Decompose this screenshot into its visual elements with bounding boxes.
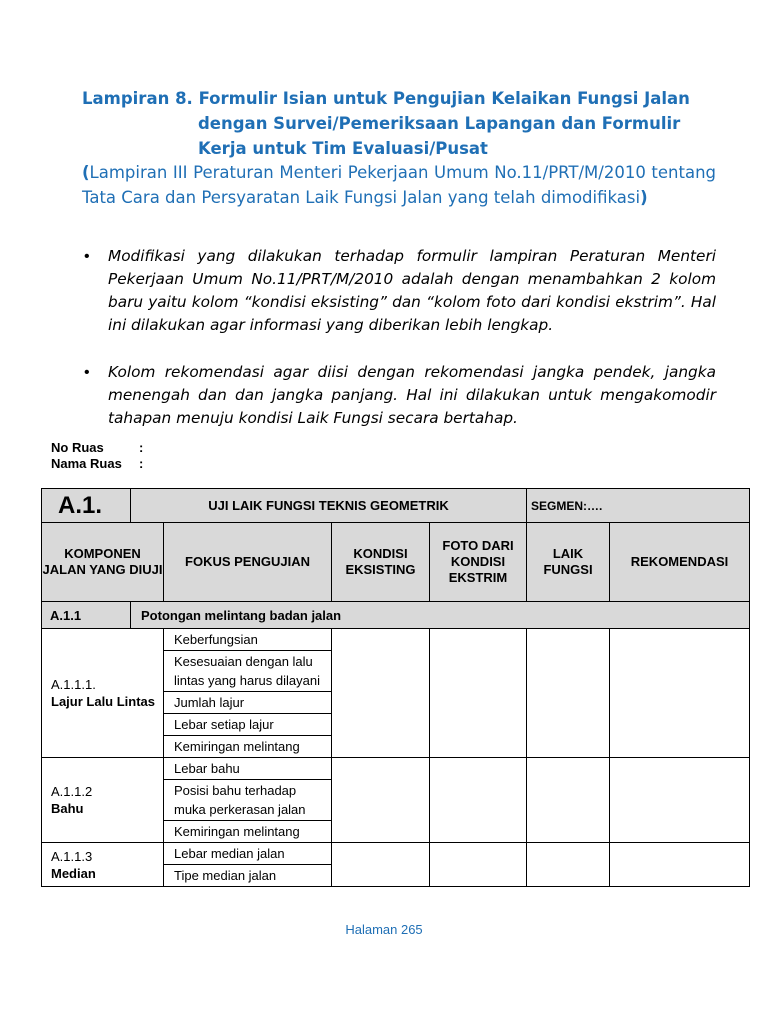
nama-ruas-label: Nama Ruas: [51, 456, 122, 471]
rekomendasi-input-cell[interactable]: [610, 758, 750, 843]
component-id: A.1.1.2: [51, 784, 93, 799]
nama-ruas-colon: :: [139, 456, 144, 471]
focus-cell: [164, 843, 332, 887]
component-id: A.1.1.3: [51, 848, 93, 864]
focus-item: Lebar median jalan: [164, 843, 331, 865]
no-ruas-label: No Ruas: [51, 440, 104, 455]
regulation-reference: [82, 160, 716, 210]
focus-cell: [164, 758, 332, 843]
kondisi-input-cell[interactable]: [332, 758, 430, 843]
road-meta: [51, 440, 143, 472]
heading-line-3: Kerja untuk Tim Evaluasi/Pusat: [198, 139, 488, 158]
table-row: [42, 843, 750, 887]
component-name: Lajur Lalu Lintas: [51, 694, 156, 709]
table-row: [42, 629, 750, 758]
focus-item: Jumlah lajur: [164, 692, 331, 714]
foto-input-cell[interactable]: [430, 758, 527, 843]
component-name: Median: [51, 865, 96, 881]
heading-line-2: dengan Survei/Pemeriksaan Lapangan dan Formulir: [198, 114, 681, 133]
notes-list: [82, 245, 716, 454]
close-paren: ): [640, 188, 648, 207]
focus-item: Keberfungsian: [164, 629, 331, 651]
note-item: [82, 245, 716, 337]
kondisi-input-cell[interactable]: [332, 843, 430, 887]
laik-input-cell[interactable]: [527, 629, 610, 758]
component-cell: [42, 843, 164, 887]
page-number: Halaman 265: [345, 922, 423, 937]
table-title: UJI LAIK FUNGSI TEKNIS GEOMETRIK: [131, 489, 527, 523]
focus-item: Posisi bahu terhadap muka perkerasan jalan: [164, 780, 331, 821]
rekomendasi-input-cell[interactable]: [610, 843, 750, 887]
bullet-icon: •: [84, 248, 90, 265]
focus-item: Kemiringan melintang: [174, 824, 300, 839]
regulation-reference-text: Lampiran III Peraturan Menteri Pekerjaan Umum No.11/PRT/M/2010 tentang Tata Cara dan Persyaratan Laik Fungsi Jalan yang telah dimodifikasi: [82, 163, 716, 207]
focus-cell: [164, 629, 332, 758]
open-paren: (: [82, 163, 90, 182]
laik-input-cell[interactable]: [527, 843, 610, 887]
no-ruas-colon: :: [139, 440, 144, 455]
header-fokus: FOKUS PENGUJIAN: [164, 523, 332, 602]
focus-item: Lebar setiap lajur: [164, 714, 331, 736]
component-cell: [42, 629, 164, 758]
section-id: A.1.1: [42, 602, 131, 629]
heading-line-1: Lampiran 8. Formulir Isian untuk Pengujian Kelaikan Fungsi Jalan: [82, 89, 690, 108]
header-foto: FOTO DARI KONDISI EKSTRIM: [430, 523, 527, 602]
laik-input-cell[interactable]: [527, 758, 610, 843]
bullet-icon: •: [84, 364, 90, 381]
kondisi-input-cell[interactable]: [332, 629, 430, 758]
focus-item: Lebar bahu: [164, 758, 331, 780]
foto-input-cell[interactable]: [430, 843, 527, 887]
focus-item: Kesesuaian dengan lalu lintas yang harus dilayani: [164, 651, 331, 692]
foto-input-cell[interactable]: [430, 629, 527, 758]
note-item: [82, 361, 716, 430]
note-text: Modifikasi yang dilakukan terhadap formulir lampiran Peraturan Menteri Pekerjaan Umum No.11/PRT/M/2010 adalah dengan menambahkan 2 kolom baru yaitu kolom “kondisi eksisting” dan “kolom foto dari kondisi ekstrim”. Hal ini dilakukan agar informasi yang diberikan lebih lengkap.: [108, 247, 716, 334]
table-row: [42, 758, 750, 843]
header-kondisi: KONDISI EKSISTING: [332, 523, 430, 602]
segmen-label: SEGMEN:….: [527, 489, 750, 523]
rekomendasi-input-cell[interactable]: [610, 629, 750, 758]
component-name: Bahu: [51, 801, 84, 816]
table-code: A.1.: [42, 489, 131, 523]
header-rekomendasi: REKOMENDASI: [610, 523, 750, 602]
note-text: Kolom rekomendasi agar diisi dengan rekomendasi jangka pendek, jangka menengah dan dan jangka panjang. Hal ini dilakukan untuk mengakomodir tahapan menuju kondisi Laik Fungsi secara bertahap.: [108, 363, 716, 427]
header-laik: LAIK FUNGSI: [527, 523, 610, 602]
header-komponen: KOMPONEN JALAN YANG DIUJI: [42, 523, 164, 602]
component-cell: [42, 758, 164, 843]
focus-item: Tipe median jalan: [174, 868, 277, 883]
section-title: Potongan melintang badan jalan: [131, 602, 750, 629]
component-id: A.1.1.1.: [51, 677, 96, 692]
evaluation-form-table: [41, 488, 750, 887]
focus-item: Kemiringan melintang: [174, 739, 300, 754]
document-heading: [82, 86, 722, 161]
